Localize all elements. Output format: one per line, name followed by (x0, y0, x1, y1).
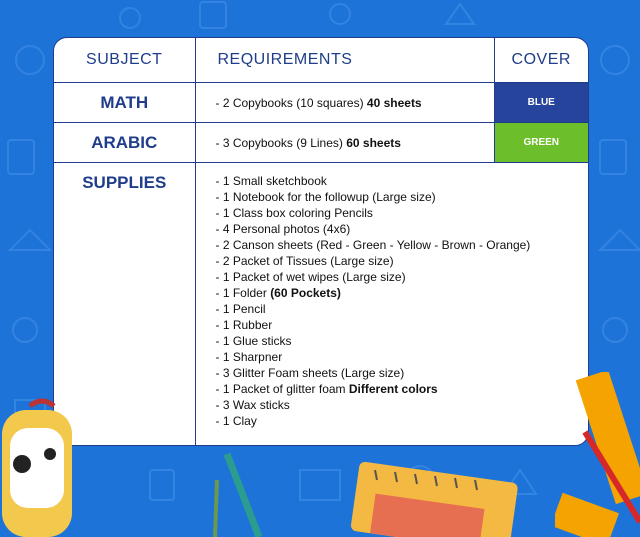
requirement-arabic-sheets: 60 sheets (346, 135, 401, 150)
supply-item-glitter (216, 381, 589, 397)
requirement-arabic (195, 123, 494, 163)
supply-item: - 1 Sharpner (215, 350, 283, 364)
subject-arabic: ARABIC (54, 123, 195, 163)
ruler-icon (555, 372, 640, 537)
requirement-math (195, 83, 494, 123)
cover-arabic: GREEN (494, 123, 588, 163)
supplies-list (196, 163, 589, 429)
supply-item: - 1 Rubber (215, 318, 273, 332)
supply-item: - 1 Notebook for the followup (Large size) (215, 190, 436, 204)
subject-supplies: SUPPLIES (54, 163, 195, 446)
cover-math: BLUE (494, 83, 588, 123)
requirements-table-card (53, 37, 589, 446)
notebook-icon (345, 462, 525, 537)
requirement-math-text: - 2 Copybooks (10 squares) (215, 95, 367, 110)
requirement-arabic-text: - 3 Copybooks (9 Lines) (215, 135, 347, 150)
supplies-list-cell (195, 163, 588, 446)
table-row-arabic (54, 123, 588, 163)
supply-item: - 1 Small sketchbook (215, 174, 327, 188)
requirement-math-sheets: 40 sheets (366, 95, 422, 110)
pencil-icon (205, 450, 275, 537)
header-subject: SUBJECT (54, 38, 195, 83)
table-header-row (54, 38, 588, 83)
supply-item: - 1 Glue sticks (215, 334, 292, 348)
supply-item: - 1 Pencil (215, 302, 266, 316)
header-cover: COVER (494, 38, 588, 83)
supply-item: - 2 Canson sheets (Red - Green - Yellow - Brown - Orange) (215, 238, 531, 252)
supply-item-folder (216, 285, 589, 301)
header-requirements: REQUIREMENTS (195, 38, 494, 83)
supply-item: - 4 Personal photos (4x6) (215, 222, 351, 236)
supply-item: - 1 Clay (215, 414, 257, 428)
supply-folder-text: - 1 Folder (215, 286, 271, 300)
backpack-icon (0, 398, 80, 537)
supply-item: - 2 Packet of Tissues (Large size) (215, 254, 394, 268)
supply-item: - 3 Wax sticks (215, 398, 290, 412)
requirements-table (54, 38, 588, 445)
supply-item: - 3 Glitter Foam sheets (Large size) (215, 366, 405, 380)
supply-glitter-text: - 1 Packet of glitter foam (215, 382, 349, 396)
table-row-math (54, 83, 588, 123)
supply-item: - 1 Packet of wet wipes (Large size) (215, 270, 406, 284)
supply-folder-pockets: (60 Pockets) (270, 286, 341, 300)
subject-math: MATH (54, 83, 195, 123)
table-row-supplies (54, 163, 588, 446)
supply-glitter-colors: Different colors (348, 382, 438, 396)
supply-item: - 1 Class box coloring Pencils (215, 206, 373, 220)
